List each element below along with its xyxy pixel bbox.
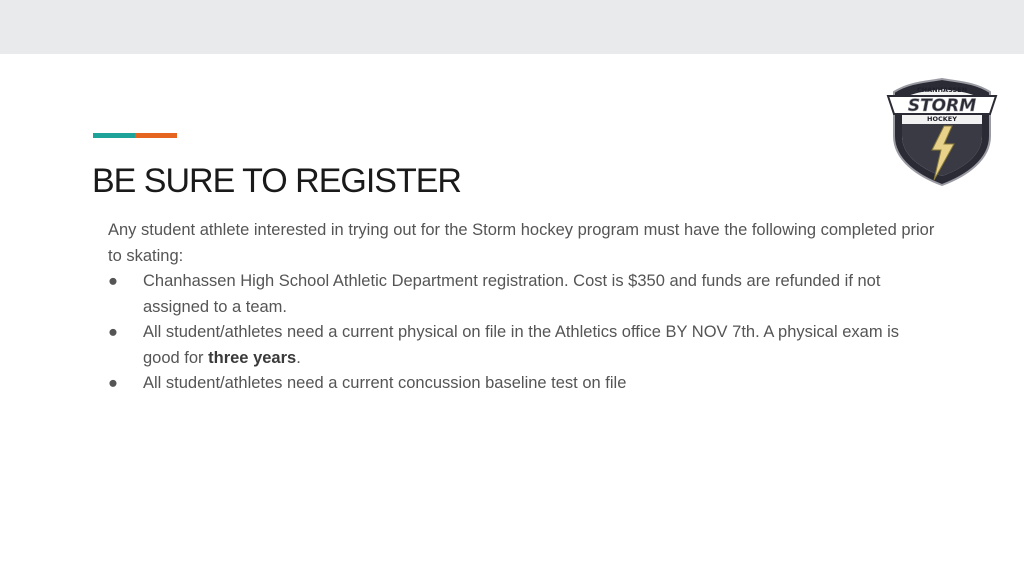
accent-teal-segment	[93, 133, 135, 138]
list-item-bold-text: three years	[208, 348, 297, 367]
intro-paragraph: Any student athlete interested in trying out for the Storm hockey program must have the following completed prior to skating:	[108, 221, 935, 265]
logo-bottom-text: HOCKEY	[927, 115, 957, 123]
bullet-icon: ●	[108, 374, 118, 392]
top-toolbar-band	[0, 0, 1024, 54]
accent-orange-segment	[135, 133, 177, 138]
bullet-icon: ●	[108, 323, 118, 341]
bullet-icon: ●	[108, 272, 118, 290]
slide-body	[108, 218, 938, 397]
slide-title: BE SURE TO REGISTER	[92, 162, 461, 200]
list-item	[108, 269, 938, 320]
storm-hockey-logo	[886, 76, 998, 188]
logo-main-text: STORM	[907, 96, 977, 116]
lightning-bolt-shield-logo-icon	[886, 76, 998, 188]
list-item-text: All student/athletes need a current concussion baseline test on file	[143, 374, 627, 392]
list-item-text: All student/athletes need a current physical on file in the Athletics office BY NOV 7th. A physical exam is good for	[143, 323, 900, 367]
list-item	[108, 371, 938, 397]
list-item	[108, 320, 938, 371]
list-item-text-end: .	[296, 348, 301, 367]
title-accent-bar	[93, 133, 177, 138]
list-item-text: Chanhassen High School Athletic Department registration. Cost is $350 and funds are refunded if not assigned to a team.	[143, 272, 881, 316]
logo-top-text: CHANHASSEN	[916, 86, 968, 94]
requirements-list	[108, 269, 938, 397]
